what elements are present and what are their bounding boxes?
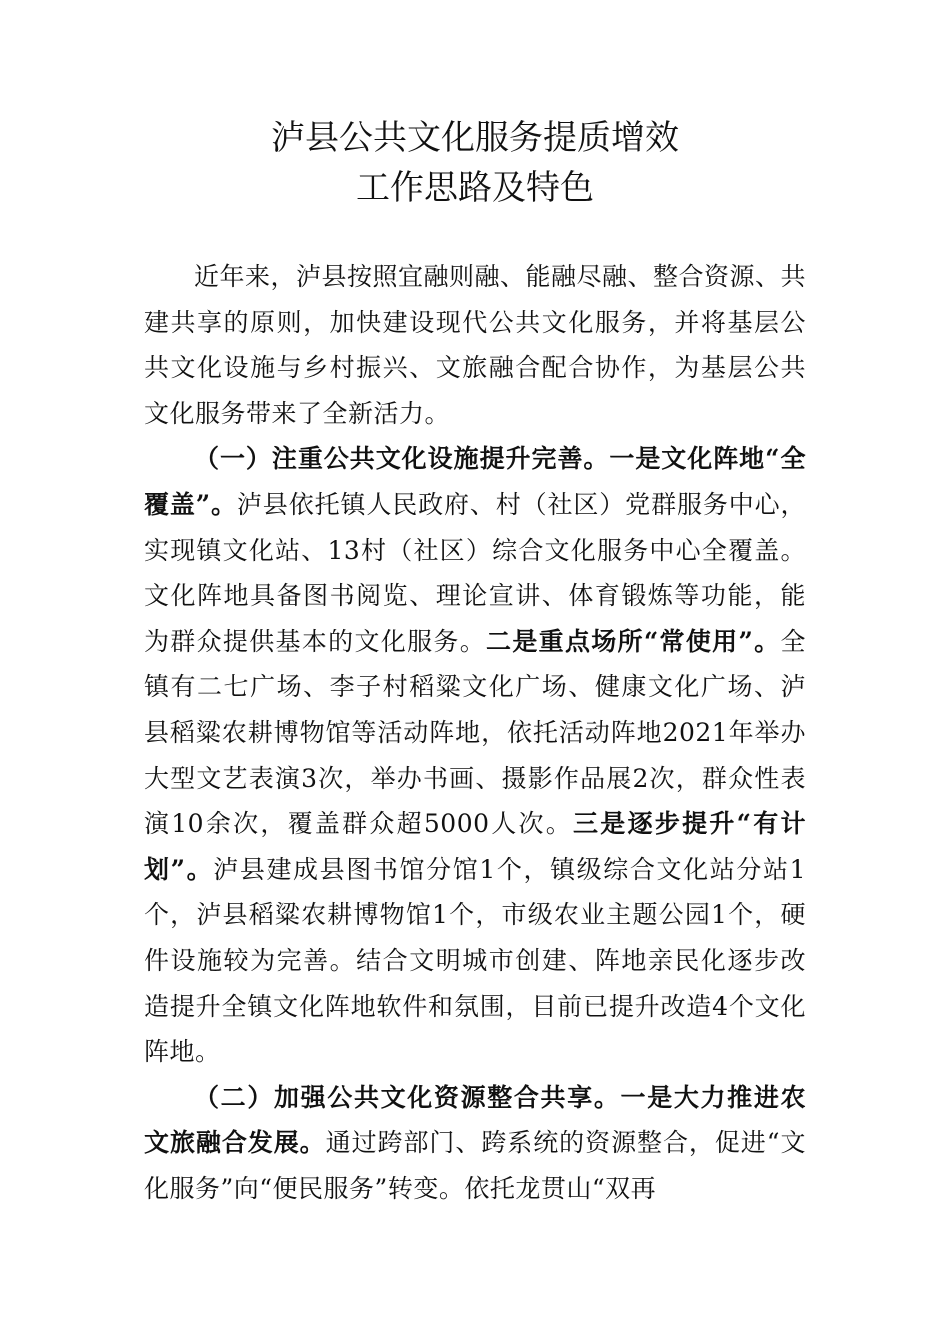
section-1-point-2-title: 二是重点场所“常使用”。 bbox=[486, 626, 781, 656]
section-2-point-1-title: 一是大力推进农文旅融合发展。 bbox=[144, 1082, 806, 1158]
section-2-paragraph bbox=[144, 1075, 806, 1212]
document-title-line-1: 泸县公共文化服务提质增效 bbox=[271, 118, 679, 158]
section-2-point-1-text: 通过跨部门、跨系统的资源整合，促进“文化服务”向“便民服务”转变。依托龙贯山“双再 bbox=[144, 1128, 806, 1203]
section-1-point-1-text: 泸县依托镇人民政府、村（社区）党群服务中心，实现镇文化站、13村（社区）综合文化服务中心全覆盖。文化阵地具备图书阅览、理论宣讲、体育锻炼等功能，能为群众提供基本的文化服务。 bbox=[144, 489, 806, 656]
section-1-paragraph bbox=[144, 436, 806, 1074]
section-1-point-2-text: 全镇有二七广场、李子村稻粱文化广场、健康文化广场、泸县稻粱农耕博物馆等活动阵地，依托活动阵地2021年举办大型文艺表演3次，举办书画、摄影作品展2次，群众性表演10余次，覆盖群众超5000人次。 bbox=[144, 626, 806, 839]
intro-paragraph: 近年来，泸县按照宜融则融、能融尽融、整合资源、共建共享的原则，加快建设现代公共文化服务，并将基层公共文化设施与乡村振兴、文旅融合配合协作，为基层公共文化服务带来了全新活力。 bbox=[144, 262, 807, 428]
section-1-point-1-title: 一是文化阵地“全覆盖”。 bbox=[144, 444, 806, 519]
section-1-point-3-text: 泸县建成县图书馆分馆1个，镇级综合文化站分站1个，泸县稻粱农耕博物馆1个，市级农业主题公园1个，硬件设施较为完善。结合文明城市创建、阵地亲民化逐步改造提升全镇文化阵地软件和氛围，目前已提升改造4个文化阵地。 bbox=[144, 854, 806, 1067]
section-1-point-3-title: 三是逐步提升“有计划”。 bbox=[144, 809, 806, 884]
document-body bbox=[144, 254, 806, 1211]
document-title-line-2: 工作思路及特色 bbox=[356, 168, 594, 208]
section-2-heading: （二）加强公共文化资源整合共享。 bbox=[194, 1082, 621, 1112]
section-1-heading: （一）注重公共文化设施提升完善。 bbox=[194, 444, 610, 474]
